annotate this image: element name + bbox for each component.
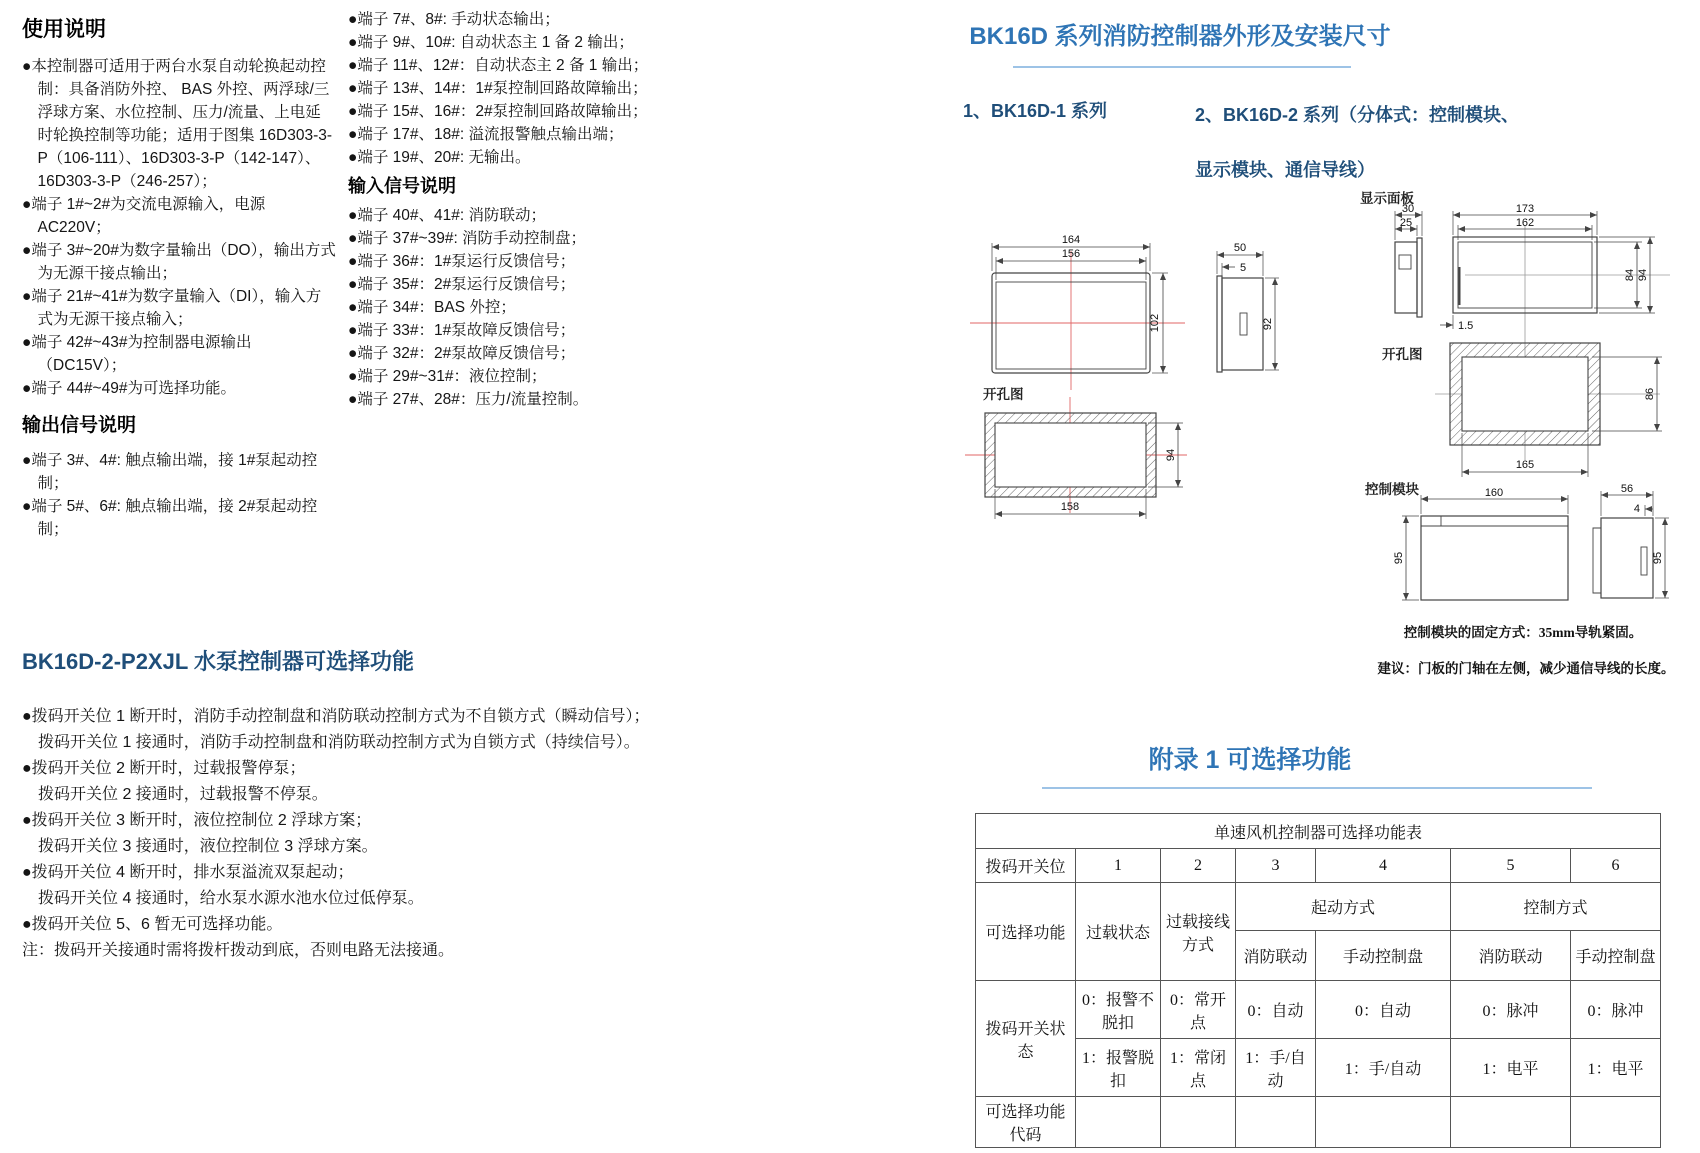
usage-column-2 [348,8,668,411]
switch-number: 3 [1236,849,1316,883]
module-front-dims [1393,487,1568,600]
dim-label-panel-outer-width: 173 [1515,203,1535,215]
output-item: ●端子 17#、18#: 溢流报警触点输出端； [348,126,624,143]
side-view-dims [1217,242,1279,370]
empty-cell [1236,1097,1316,1148]
empty-cell [1451,1097,1571,1148]
input-item: ●端子 27#、28#：压力/流量控制。 [348,391,589,408]
cutout-view [985,413,1156,497]
state-cell: 1：电平 [1451,1039,1571,1097]
panel-side-view [1395,238,1422,317]
dim-label-panel-outer-height: 94 [1637,268,1649,282]
usage-item: ●端子 3#~20#为数字量输出（DO），输出方式为无源干接点输出； [22,242,336,282]
diagram-bk16d2 [1340,185,1700,695]
overload-wiring-cell: 过载接线方式 [1161,883,1236,981]
state-cell: 0：自动 [1316,981,1451,1039]
cutout-label-2: 开孔图 [1382,347,1423,362]
module-side-dims [1601,483,1669,598]
usage-title: 使用说明 [22,18,106,41]
dim-label-module-depth: 56 [1620,483,1634,495]
start-mode-group: 起动方式 [1236,883,1451,931]
output-item: ●端子 13#、14#：1#泵控制回路故障输出； [348,80,648,97]
optional-functions-section [22,645,682,964]
output-signal-title: 输出信号说明 [22,415,137,436]
empty-cell [1571,1097,1661,1148]
dip-switch-line: ●拨码开关位 5、6 暂无可选择功能。 [22,916,283,933]
dim-label-front-outer-width: 164 [1061,234,1081,246]
manual-panel-cell: 手动控制盘 [1316,931,1451,981]
dim-label-module-lip: 4 [1633,503,1640,515]
hinge-hint-caption: 建议：门板的门轴在左侧，减少通信导线的长度。 [1377,661,1675,676]
empty-cell [1316,1097,1451,1148]
title-underline [1013,66,1351,68]
output-item: ●端子 19#、20#: 无输出。 [348,149,531,166]
output-item: ●端子 11#、12#：自动状态主 2 备 1 输出； [348,57,649,74]
module-side-view [1593,518,1653,598]
usage-item: ●端子 42#~43#为控制器电源输出（DC15V）； [22,334,252,374]
dip-switch-line: 拨码开关位 4 接通时，给水泵水源水池水位过低停泵。 [38,890,424,907]
switch-state-label: 拨码开关状态 [976,981,1076,1097]
switch-number: 5 [1451,849,1571,883]
input-item: ●端子 33#：1#泵故障反馈信号； [348,322,576,339]
dim-label-cutout-height: 94 [1165,448,1177,462]
output-item: ●端子 15#、16#：2#泵控制回路故障输出； [348,103,648,120]
dim-label-cutout-width: 158 [1060,501,1080,513]
selectable-function-label: 可选择功能 [976,883,1076,981]
dip-switch-line: ●拨码开关位 3 断开时，液位控制位 2 浮球方案； [22,812,372,829]
dim-label-module-height: 95 [1393,551,1405,565]
usage-item: ●端子 21#~41#为数字量输入（DI），输入方式为无源干接点输入； [22,288,322,328]
control-mode-group: 控制方式 [1451,883,1661,931]
input-item: ●端子 32#：2#泵故障反馈信号； [348,345,576,362]
side-view [1217,276,1263,372]
state-cell: 1：报警脱扣 [1076,1039,1161,1097]
dim-label-front-inner-width: 156 [1061,248,1081,260]
module-front-view [1421,516,1568,600]
control-module-label: 控制模块 [1365,482,1419,497]
input-item: ●端子 40#、41#: 消防联动； [348,207,547,224]
state-cell: 0：脉冲 [1571,981,1661,1039]
dim-label-side-flange: 5 [1240,262,1247,274]
state-cell: 1：常闭点 [1161,1039,1236,1097]
state-cell: 0：脉冲 [1451,981,1571,1039]
state-cell: 1：电平 [1571,1039,1661,1097]
dip-switch-line: 拨码开关位 3 接通时，液位控制位 3 浮球方案。 [38,838,378,855]
dim-label-panel-inner-width: 162 [1515,217,1535,229]
overload-state-cell: 过载状态 [1076,883,1161,981]
right-main-title: BK16D 系列消防控制器外形及安装尺寸 [969,23,1391,50]
table-caption: 单速风机控制器可选择功能表 [976,814,1661,849]
dim-label-side-depth: 50 [1233,242,1247,254]
output-item: ●端子 7#、8#: 手动状态输出； [348,11,560,28]
appendix-title: 附录 1 可选择功能 [1148,746,1352,774]
dim-label-panel-side-d1: 30 [1401,203,1415,215]
dip-switch-line: ●拨码开关位 2 断开时，过载报警停泵； [22,760,306,777]
input-item: ●端子 37#~39#: 消防手动控制盘； [348,230,587,247]
output-item: ●端子 5#、6#: 触点输出端，接 2#泵起动控制； [22,498,318,538]
optional-function-table [975,813,1661,1148]
usage-column-1 [22,18,336,541]
fire-linkage-cell: 消防联动 [1236,931,1316,981]
input-item: ●端子 34#：BAS 外控； [348,299,516,316]
appendix-underline [1042,787,1592,789]
dim-label-panel-inner-height: 84 [1624,268,1636,282]
dip-switch-line: 拨码开关位 1 接通时，消防手动控制盘和消防联动控制方式为自锁方式（持续信号）。 [38,734,640,751]
dip-switch-line: 拨码开关位 2 接通时，过载报警不停泵。 [38,786,328,803]
dim-label-side-height: 92 [1262,317,1274,331]
dip-switch-line: ●拨码开关位 1 断开时，消防手动控制盘和消防联动控制方式为不自锁方式（瞬动信号）； [22,708,650,725]
cutout-view-2 [1450,343,1600,445]
input-item: ●端子 36#：1#泵运行反馈信号； [348,253,576,270]
usage-item: ●端子 1#~2#为交流电源输入，电源 AC220V； [22,196,266,236]
state-cell: 1：手/自动 [1316,1039,1451,1097]
dim-label-panel-offset: 1.5 [1458,320,1474,332]
series-2-heading: 2、BK16D-2 系列（分体式：控制模块、显示模块、通信导线） [1195,105,1520,180]
module-fixing-caption: 控制模块的固定方式：35mm导轨紧固。 [1403,625,1643,640]
switch-number: 1 [1076,849,1161,883]
output-item: ●端子 3#、4#: 触点输出端，接 1#泵起动控制； [22,452,318,492]
empty-cell [1161,1097,1236,1148]
panel-side-dims [1395,203,1422,240]
input-item: ●端子 29#~31#：液位控制； [348,368,547,385]
switch-number: 2 [1161,849,1236,883]
switch-position-label: 拨码开关位 [976,849,1076,883]
output-item: ●端子 9#、10#: 自动状态主 1 备 2 输出； [348,34,634,51]
dip-switch-note: 注：拨码开关接通时需将拨杆拨动到底，否则电路无法接通。 [22,942,455,959]
usage-item: ●端子 44#~49#为可选择功能。 [22,380,236,397]
diagram-bk16d1 [895,185,1305,545]
state-cell: 0：自动 [1236,981,1316,1039]
dim-label-module-width: 160 [1484,487,1504,499]
function-code-label: 可选择功能代码 [976,1097,1076,1148]
input-item: ●端子 35#：2#泵运行反馈信号； [348,276,576,293]
fire-linkage-cell: 消防联动 [1451,931,1571,981]
dim-label-front-height: 102 [1149,313,1161,333]
switch-number: 4 [1316,849,1451,883]
display-panel-label: 显示面板 [1360,191,1414,206]
usage-item: ●本控制器可适用于两台水泵自动轮换起动控制：具备消防外控、 BAS 外控、两浮球/三浮球方案、水位控制、压力/流量、上电延时轮换控制等功能；适用于图集 16D303-3-P（106-111）、16D303-3-P（142-147）、16D303-3-P（246-257）； [22,58,333,190]
dim-label-cutout2-width: 165 [1515,459,1535,471]
empty-cell [1076,1097,1161,1148]
input-signal-title: 输入信号说明 [348,176,456,196]
state-cell: 0：常开点 [1161,981,1236,1039]
optional-functions-title: BK16D-2-P2XJL 水泵控制器可选择功能 [22,649,414,674]
switch-number: 6 [1571,849,1661,883]
dip-switch-line: ●拨码开关位 4 断开时，排水泵溢流双泵起动； [22,864,354,881]
state-cell: 0：报警不脱扣 [1076,981,1161,1039]
dim-label-panel-side-d2: 25 [1399,217,1413,229]
state-cell: 1：手/自动 [1236,1039,1316,1097]
dim-label-module-side-height: 95 [1652,551,1664,565]
dim-label-cutout2-height: 86 [1644,387,1656,401]
series-1-heading: 1、BK16D-1 系列 [963,101,1108,121]
front-view-dims [992,234,1168,373]
cutout-label: 开孔图 [983,387,1024,402]
manual-panel-cell: 手动控制盘 [1571,931,1661,981]
